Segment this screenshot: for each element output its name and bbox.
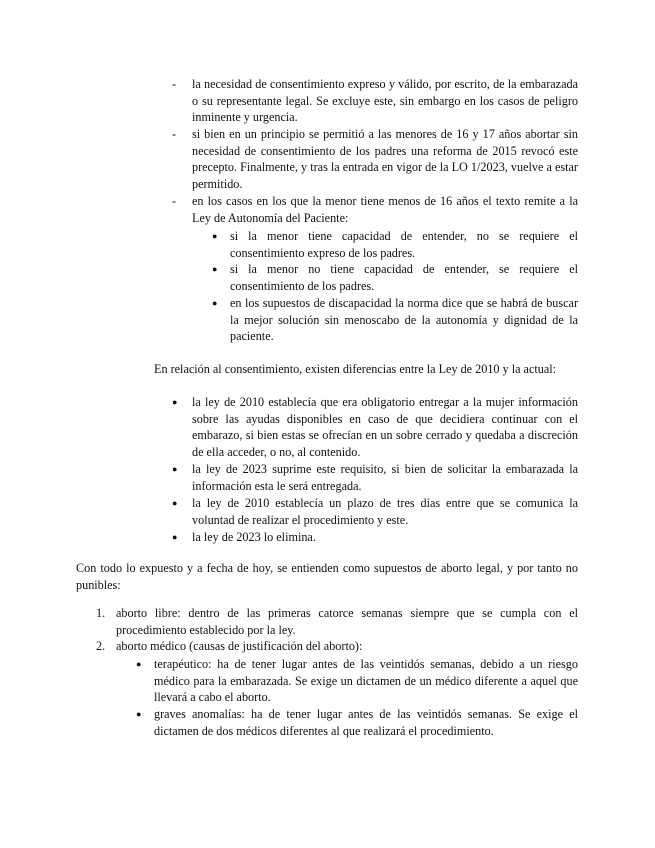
summary-paragraph: Con todo lo expuesto y a fecha de hoy, se entienden como supuestos de aborto legal, y por tanto no punibles:: [76, 561, 578, 592]
dash-marker: -: [172, 77, 177, 91]
list-item-text: la ley de 2023 lo elimina.: [192, 530, 316, 544]
bullet-marker: ●: [212, 298, 218, 308]
list-item-text: si bien en un principio se permitió a las menores de 16 y 17 años abortar sin necesidad de consentimiento de los padres una reforma de 2015 revocó este precepto. Finalmente, y tras la entrada en vigor de la LO 1/2023, vuelve a estar permitido.: [192, 127, 578, 191]
consent-intro-paragraph: En relación al consentimiento, existen diferencias entre la Ley de 2010 y la actual:: [154, 362, 557, 376]
list-item: [172, 76, 578, 126]
bullet-marker: ●: [172, 532, 178, 542]
list-item: [172, 529, 578, 546]
bullet-marker: ●: [136, 709, 142, 719]
list-item: [96, 605, 578, 638]
list-item: [96, 638, 578, 655]
list-item: [172, 394, 578, 461]
medical-causes-sublist: [136, 656, 578, 739]
list-item-text: terapéutico: ha de tener lugar antes de las veintidós semanas, debido a un riesgo médico para la embarazada. Se exige un dictamen de un médico diferente a aquel que llevará a cabo el aborto.: [154, 657, 578, 705]
list-number: 1.: [96, 606, 106, 620]
bullet-marker: ●: [136, 659, 142, 669]
minor-consent-sublist: [212, 228, 578, 345]
list-item: [172, 461, 578, 495]
consent-differences-list: [172, 394, 578, 546]
list-item-text: en los casos en los que la menor tiene menos de 16 años el texto remite a la Ley de Autonomía del Paciente:: [192, 194, 578, 225]
list-item-text: aborto libre: dentro de las primeras catorce semanas siempre que se cumpla con el procedimiento establecido por la ley.: [116, 606, 578, 637]
consent-requirements-list: [172, 76, 578, 227]
list-item: [212, 228, 578, 261]
list-item: [212, 261, 578, 295]
list-item: [136, 706, 578, 739]
list-item-text: si la menor tiene capacidad de entender, no se requiere el consentimiento expreso de los padres.: [230, 229, 578, 260]
list-item: [172, 193, 578, 227]
bullet-marker: ●: [172, 397, 178, 407]
legal-abortion-cases-list: [96, 605, 578, 655]
list-number: 2.: [96, 639, 106, 653]
list-item: [136, 656, 578, 706]
list-item-text: la ley de 2010 establecía un plazo de tres días entre que se comunica la voluntad de realizar el procedimiento y este.: [192, 496, 578, 527]
list-item-text: la ley de 2023 suprime este requisito, si bien de solicitar la embarazada la información esta le será entregada.: [192, 462, 578, 493]
dash-marker: -: [172, 194, 177, 208]
list-item-text: si la menor no tiene capacidad de entender, se requiere el consentimiento de los padres.: [230, 262, 578, 293]
bullet-marker: ●: [212, 231, 218, 241]
list-item-text: aborto médico (causas de justificación del aborto):: [116, 639, 363, 653]
list-item-text: graves anomalías: ha de tener lugar antes de las veintidós semanas. Se exige el dictamen de dos médicos diferentes al que realizará el procedimiento.: [154, 707, 578, 738]
list-item: [212, 295, 578, 345]
bullet-marker: ●: [172, 498, 178, 508]
list-item: [172, 495, 578, 529]
bullet-marker: ●: [172, 464, 178, 474]
bullet-marker: ●: [212, 264, 218, 274]
list-item-text: la necesidad de consentimiento expreso y válido, por escrito, de la embarazada o su representante legal. Se excluye este, sin embargo en los casos de peligro inminente y urgencia.: [192, 77, 578, 125]
list-item-text: en los supuestos de discapacidad la norma dice que se habrá de buscar la mejor solución sin menoscabo de la autonomía y dignidad de la paciente.: [230, 296, 578, 344]
dash-marker: -: [172, 127, 177, 141]
list-item: [172, 126, 578, 193]
list-item-text: la ley de 2010 establecía que era obligatorio entregar a la mujer información sobre las ayudas disponibles en caso de que decidiera continuar con el embarazo, si bien estas se ofrecían en un sobre cerrado y quedaba a discreción de ella acceder, o no, al contenido.: [192, 395, 578, 459]
